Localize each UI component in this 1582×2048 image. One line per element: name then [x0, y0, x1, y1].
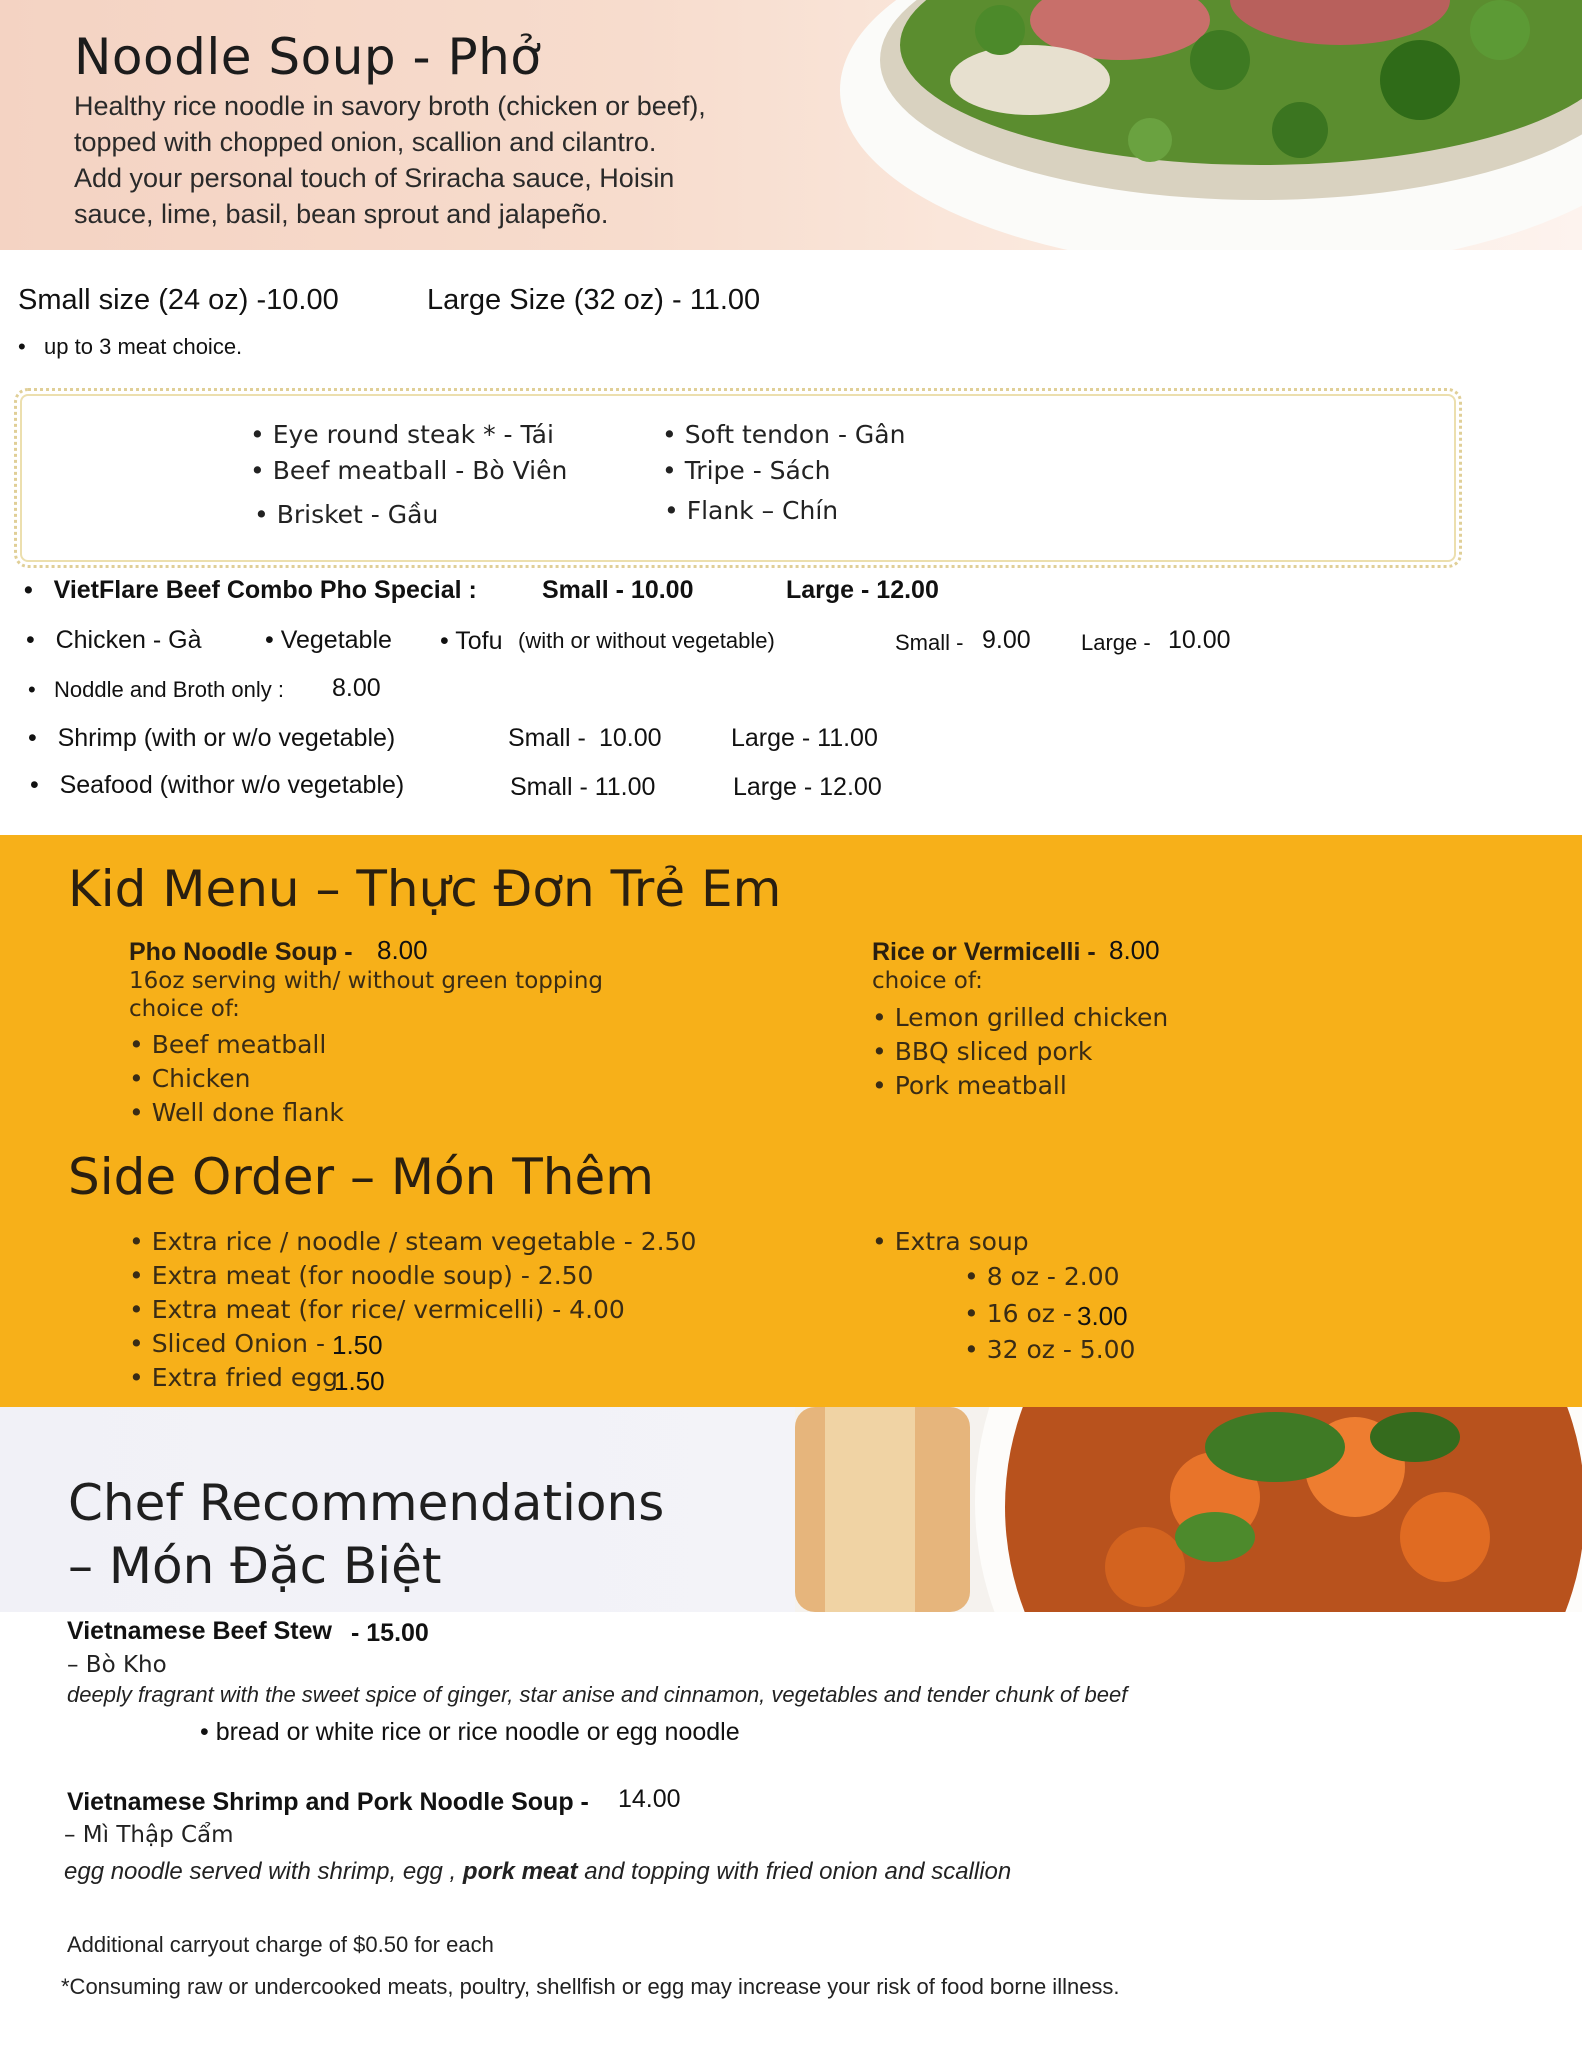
- tofu-note: (with or without vegetable): [518, 628, 775, 653]
- side-extra-meat-noodle: • Extra meat (for noodle soup) - 2.50: [129, 1261, 594, 1290]
- side-fried-egg-price: 1.50: [334, 1366, 385, 1396]
- pho-header-banner: [0, 0, 1582, 250]
- chef-title-line-1: Chef Recommendations: [68, 1474, 665, 1532]
- kid-rice-choice: choice of:: [872, 968, 983, 994]
- noodle-desc-part-1: egg noodle served with shrimp, egg ,: [64, 1858, 457, 1885]
- beef-stew-image: [795, 1407, 1582, 1612]
- shrimp-small-price: 10.00: [599, 724, 662, 752]
- noodle-soup-vietnamese: – Mì Thập Cẩm: [64, 1822, 234, 1848]
- kid-pho-item-meatball: • Beef meatball: [129, 1030, 327, 1059]
- kid-rice-item-meatball: • Pork meatball: [872, 1071, 1067, 1100]
- kid-rice-title: Rice or Vermicelli -: [872, 938, 1096, 966]
- pho-description-line-2: topped with chopped onion, scallion and cilantro.: [74, 127, 657, 157]
- meat-choice-note: • up to 3 meat choice.: [18, 334, 243, 359]
- side-sliced-onion-label: • Sliced Onion -: [129, 1329, 325, 1358]
- seafood-item: • Seafood (withor w/o vegetable): [30, 771, 405, 799]
- meat-tripe: • Tripe - Sách: [662, 456, 831, 485]
- side-order-title: Side Order – Món Thêm: [68, 1148, 654, 1206]
- kid-pho-item-flank: • Well done flank: [129, 1098, 344, 1127]
- small-size-price: Small size (24 oz) -10.00: [18, 284, 339, 316]
- shrimp-item: • Shrimp (with or w/o vegetable): [28, 724, 396, 752]
- chicken-item: • Chicken - Gà: [26, 626, 202, 654]
- seafood-large-price: Large - 12.00: [733, 773, 882, 801]
- combo-small-price: Small - 10.00: [542, 576, 694, 604]
- beef-stew-price: - 15.00: [351, 1619, 429, 1647]
- side-soup-16oz-price: 3.00: [1077, 1301, 1128, 1331]
- chicken-large-label: Large -: [1081, 630, 1151, 655]
- large-size-price: Large Size (32 oz) - 11.00: [427, 284, 761, 316]
- tofu-item: • Tofu: [440, 627, 503, 655]
- side-soup-32oz: • 32 oz - 5.00: [964, 1335, 1136, 1364]
- beef-stew-name: Vietnamese Beef Stew: [67, 1617, 332, 1645]
- meat-soft-tendon: • Soft tendon - Gân: [662, 420, 906, 449]
- broth-only-item: • Noddle and Broth only :: [28, 677, 284, 702]
- noodle-soup-price: 14.00: [618, 1785, 681, 1813]
- broth-only-label: Noddle and Broth only :: [54, 677, 284, 702]
- seafood-label: Seafood (withor w/o vegetable): [59, 771, 405, 799]
- seafood-small-price: Small - 11.00: [510, 773, 656, 801]
- chef-title-line-2: – Món Đặc Biệt: [68, 1537, 442, 1595]
- kid-rice-price: 8.00: [1109, 935, 1160, 965]
- side-soup-16oz-label: • 16 oz -: [964, 1299, 1072, 1328]
- kid-pho-choice: choice of:: [129, 996, 240, 1022]
- broth-only-price: 8.00: [332, 674, 381, 702]
- pho-description-line-3: Add your personal touch of Sriracha sauce, Hoisin: [74, 163, 675, 193]
- side-soup-8oz: • 8 oz - 2.00: [964, 1262, 1120, 1291]
- noodle-soup-description: [64, 1858, 1011, 1886]
- food-safety-warning: *Consuming raw or undercooked meats, poultry, shellfish or egg may increase your risk of food borne illness.: [61, 1974, 1120, 1999]
- beef-stew-description: deeply fragrant with the sweet spice of ginger, star anise and cinnamon, vegetables and tender chunk of beef: [67, 1682, 1128, 1707]
- kid-rice-item-pork: • BBQ sliced pork: [872, 1037, 1093, 1066]
- shrimp-large-price: Large - 11.00: [731, 724, 878, 752]
- side-fried-egg-label: • Extra fried egg: [129, 1363, 338, 1392]
- kid-pho-title: Pho Noodle Soup -: [129, 938, 353, 966]
- meat-brisket: • Brisket - Gầu: [254, 500, 439, 529]
- chicken-small-label: Small -: [895, 630, 964, 655]
- chicken-label: Chicken - Gà: [55, 626, 202, 654]
- beef-stew-options: • bread or white rice or rice noodle or egg noodle: [200, 1718, 740, 1746]
- side-extra-soup: • Extra soup: [872, 1227, 1029, 1256]
- shrimp-label: Shrimp (with or w/o vegetable): [57, 724, 396, 752]
- kid-menu-title: Kid Menu – Thực Đơn Trẻ Em: [68, 860, 782, 918]
- vegetable-item: • Vegetable: [265, 626, 392, 654]
- beef-stew-vietnamese: – Bò Kho: [67, 1652, 167, 1678]
- chicken-large-price: 10.00: [1168, 626, 1231, 654]
- combo-name: VietFlare Beef Combo Pho Special :: [53, 576, 477, 604]
- noodle-desc-part-2: pork meat: [462, 1858, 578, 1885]
- pho-title: Noodle Soup - Phở: [74, 28, 542, 86]
- pho-description-line-1: Healthy rice noodle in savory broth (chicken or beef),: [74, 91, 706, 121]
- noodle-soup-name: Vietnamese Shrimp and Pork Noodle Soup -: [67, 1788, 589, 1816]
- meat-eye-round: • Eye round steak * - Tái: [250, 420, 554, 449]
- pho-bowl-image: [700, 0, 1582, 250]
- combo-special: • VietFlare Beef Combo Pho Special :: [24, 576, 477, 604]
- meat-meatball: • Beef meatball - Bò Viên: [250, 456, 568, 485]
- meat-flank: • Flank – Chín: [664, 496, 839, 525]
- combo-large-price: Large - 12.00: [786, 576, 939, 604]
- shrimp-small-label: Small -: [508, 724, 586, 752]
- meat-choice-note-text: up to 3 meat choice.: [44, 334, 243, 359]
- pho-description-line-4: sauce, lime, basil, bean sprout and jalapeño.: [74, 199, 609, 229]
- side-extra-rice: • Extra rice / noodle / steam vegetable - 2.50: [129, 1227, 697, 1256]
- kid-pho-serving: 16oz serving with/ without green topping: [129, 968, 604, 994]
- kid-pho-price: 8.00: [377, 935, 428, 965]
- noodle-desc-part-3: and topping with fried onion and scallion: [577, 1858, 1012, 1885]
- side-extra-meat-rice: • Extra meat (for rice/ vermicelli) - 4.00: [129, 1295, 625, 1324]
- carryout-note: Additional carryout charge of $0.50 for each: [67, 1932, 494, 1957]
- side-sliced-onion-price: 1.50: [332, 1330, 383, 1360]
- kid-pho-item-chicken: • Chicken: [129, 1064, 251, 1093]
- kid-rice-item-chicken: • Lemon grilled chicken: [872, 1003, 1169, 1032]
- chicken-small-price: 9.00: [982, 626, 1031, 654]
